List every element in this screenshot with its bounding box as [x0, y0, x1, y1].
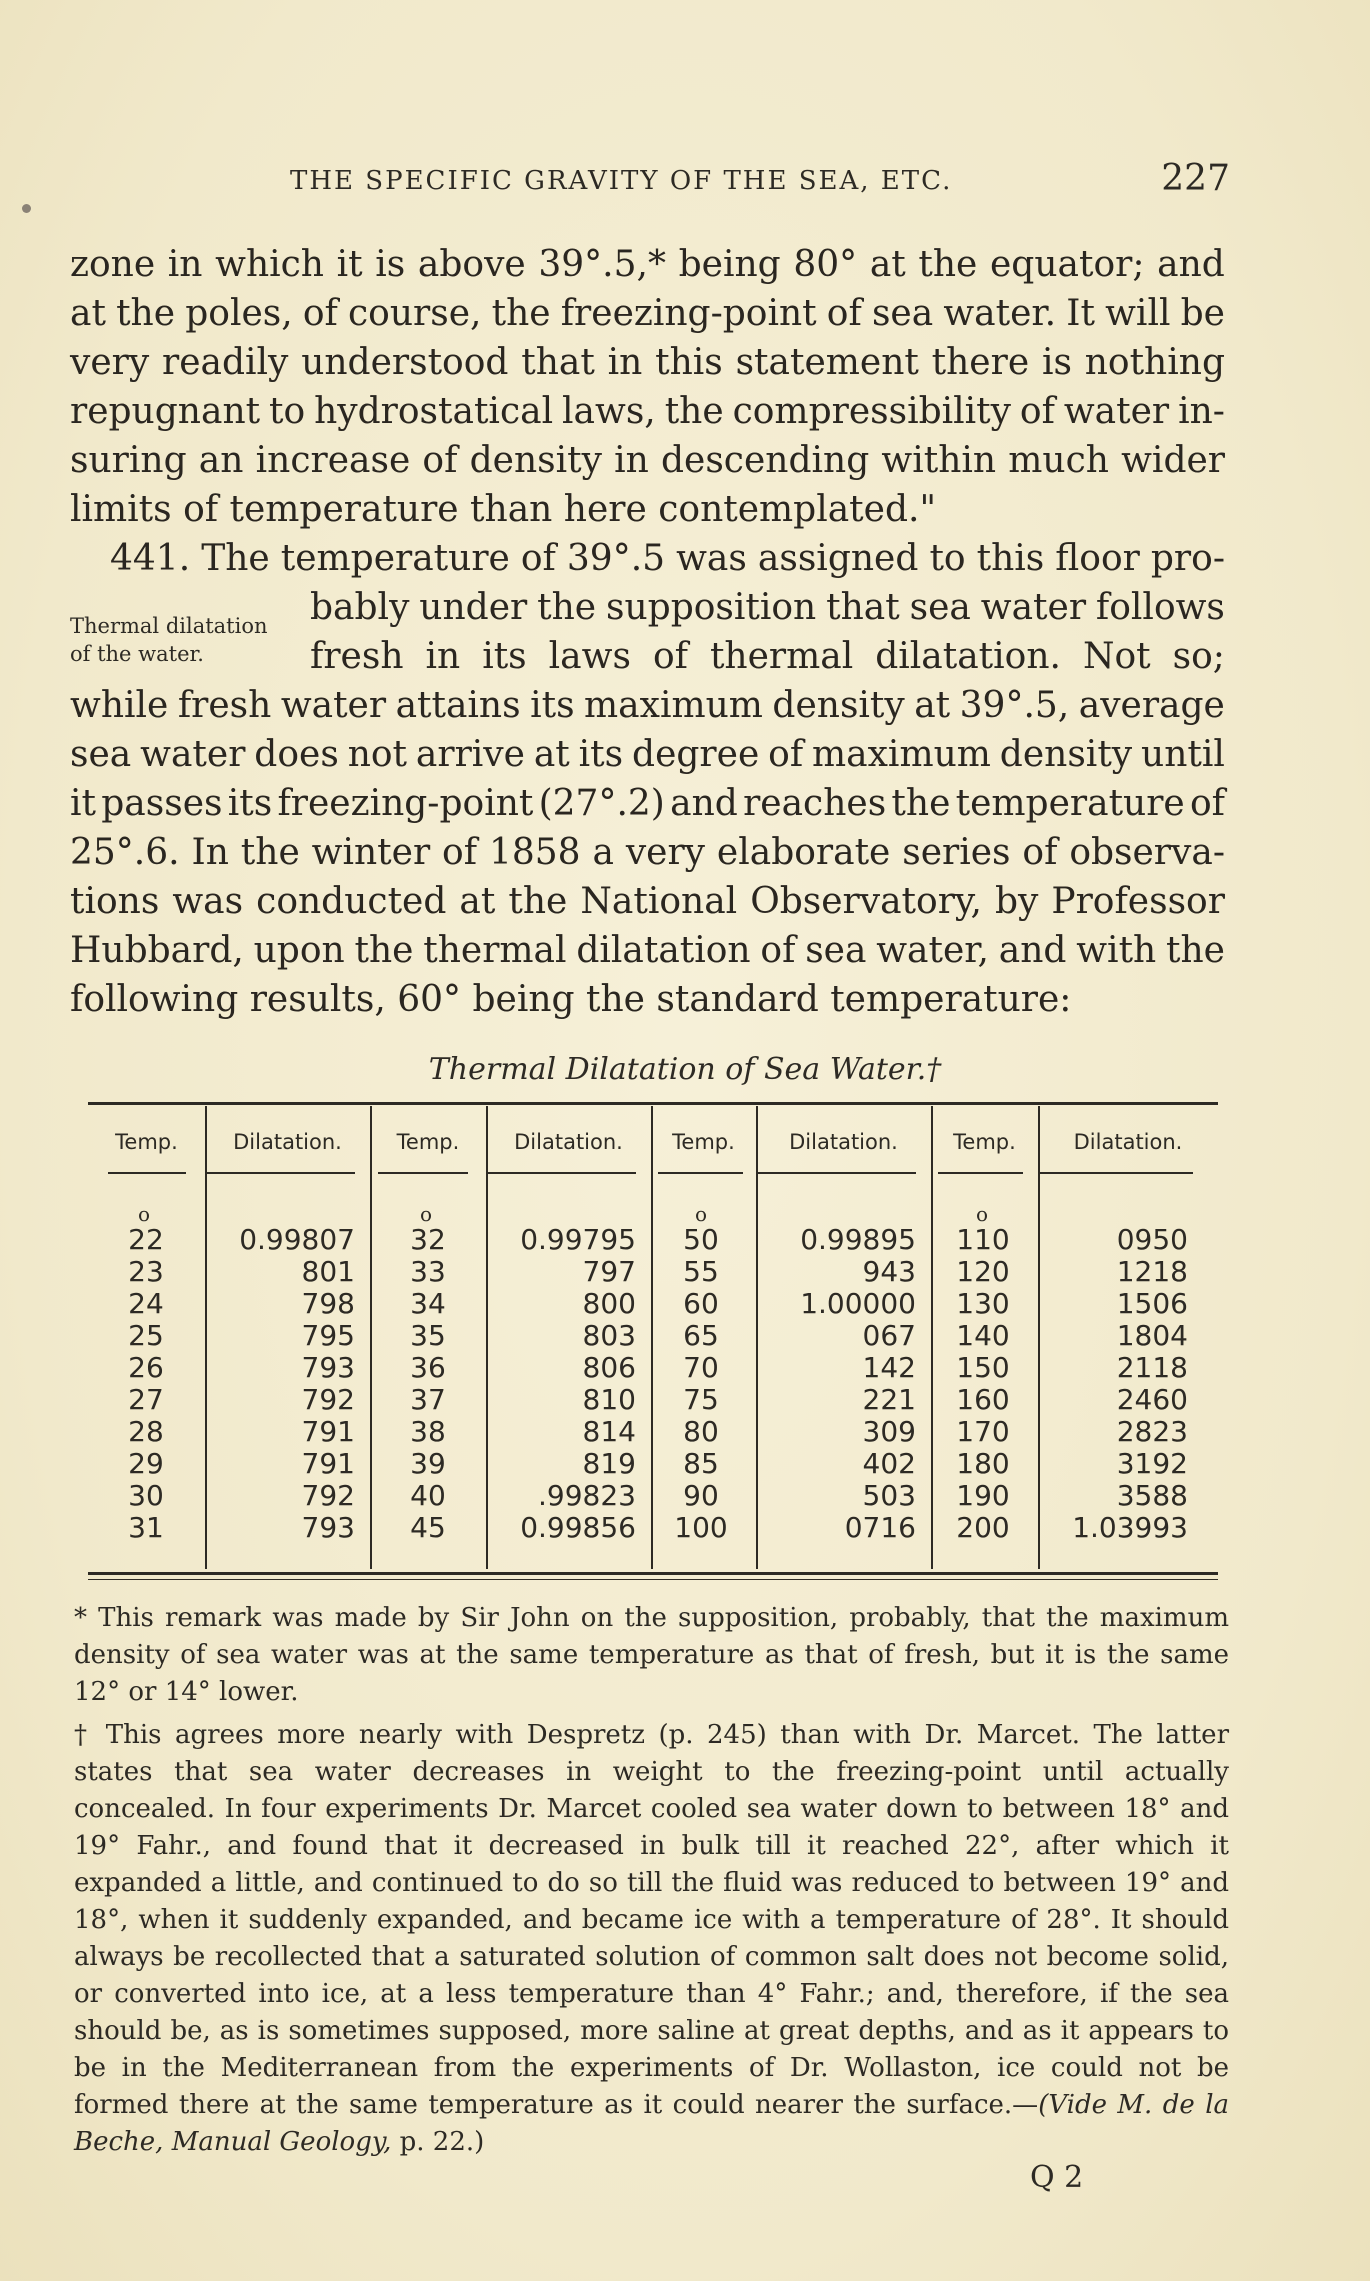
body-word: 39°.5,* — [538, 244, 666, 285]
body-word: Observatory, — [750, 881, 982, 922]
dilatation-cell: 806 — [582, 1351, 636, 1384]
body-word: maximum — [584, 685, 763, 726]
body-line — [70, 926, 1225, 975]
temp-column — [948, 1224, 1018, 1544]
body-word: In — [191, 832, 229, 873]
temp-cell: 120 — [956, 1255, 1010, 1288]
body-word: was — [676, 538, 747, 579]
body-word: of — [760, 930, 796, 971]
body-word: course, — [348, 293, 482, 334]
body-word: and — [670, 783, 738, 824]
body-word: that — [521, 342, 595, 383]
body-word: of — [422, 440, 458, 481]
temp-cell: 70 — [683, 1351, 719, 1384]
temp-cell: 29 — [128, 1447, 164, 1480]
table-caption: Thermal Dilatation of Sea Water.† — [428, 1052, 942, 1087]
body-word: floor — [1055, 538, 1140, 579]
dilatation-cell: 814 — [582, 1415, 636, 1448]
temp-cell: 60 — [683, 1287, 719, 1320]
body-word: of — [1019, 391, 1055, 432]
body-word: water — [1063, 391, 1170, 432]
dilatation-cell: 503 — [862, 1479, 916, 1512]
temp-cell: 45 — [410, 1511, 446, 1544]
dilatation-cell: 0716 — [844, 1511, 916, 1544]
header-rule — [205, 1172, 355, 1174]
temp-cell: 150 — [956, 1351, 1010, 1384]
temp-cell: 28 — [128, 1415, 164, 1448]
body-word: wider — [1121, 440, 1225, 481]
signature-mark: Q 2 — [1030, 2160, 1084, 2195]
temp-cell: 180 — [956, 1447, 1010, 1480]
header-dilatation: Dilatation. — [789, 1130, 898, 1154]
body-line — [70, 338, 1225, 387]
body-word: The — [201, 538, 270, 579]
running-head — [70, 158, 1230, 198]
body-word: poles, — [185, 293, 293, 334]
body-line: following results, 60° being the standard temperature: — [70, 979, 1072, 1020]
dilatation-column — [756, 1224, 916, 1544]
temp-cell: 22 — [128, 1223, 164, 1256]
body-word: of — [652, 636, 688, 677]
body-word: is — [375, 244, 406, 285]
body-word: water — [980, 587, 1087, 628]
header-dilatation: Dilatation. — [233, 1130, 342, 1154]
temp-column — [111, 1224, 181, 1544]
body-word: (27°.2) — [538, 783, 665, 824]
dilatation-cell: 067 — [862, 1319, 916, 1352]
body-word: pro- — [1150, 538, 1225, 579]
body-word: thermal — [423, 930, 567, 971]
body-word: statement — [735, 342, 919, 383]
body-word: in — [607, 342, 643, 383]
body-word: above — [417, 244, 526, 285]
header-rule — [486, 1172, 636, 1174]
body-word: at — [70, 293, 106, 334]
body-word: in — [167, 244, 203, 285]
footnote-citation: (Vide M. de la Beche, Manual Geology, — [74, 2090, 1230, 2157]
body-word: Hubbard, — [70, 930, 244, 971]
body-word: 1858 — [488, 832, 581, 873]
body-word: 39°.5 — [566, 538, 666, 579]
body-word: density — [772, 685, 905, 726]
body-word: this — [655, 342, 723, 383]
body-word: observa- — [1069, 832, 1225, 873]
body-word: conducted — [256, 881, 447, 922]
body-word: the — [240, 832, 300, 873]
body-word: in — [425, 636, 461, 677]
table-bottom-rule — [88, 1572, 1218, 1575]
body-word: within — [881, 440, 997, 481]
body-line — [70, 534, 1225, 583]
header-temp: Temp. — [672, 1130, 735, 1154]
temp-cell: 32 — [410, 1223, 446, 1256]
body-word: dilatation — [576, 930, 751, 971]
dilatation-cell: 795 — [301, 1319, 355, 1352]
stain-dot — [22, 204, 31, 213]
body-word: supposition — [605, 587, 817, 628]
body-word: which — [215, 244, 324, 285]
body-word: the — [491, 293, 551, 334]
body-word: not — [347, 734, 408, 775]
header-dilatation: Dilatation. — [514, 1130, 623, 1154]
body-word: elaborate — [716, 832, 891, 873]
footnote-2: † This agrees more nearly with Despretz (p. 245) than with Dr. Marcet. The latter states that sea water decreases in weight to the freezing-point until actually concealed. In four experiments Dr. Marcet cooled sea water down to between 18° and 19° Fahr., and found that it decreased in bulk till it reached 22°, after which it expanded a little, and continued to do so till the fluid was reduced to between 19° and 18°, when it suddenly expanded, and became ice with a temperature of 28°. It should always be recollected that a saturated solution of common salt does not become solid, or converted into ice, at a less temperature than 4° Fahr.; and, therefore, if the sea should be, as is sometimes supposed, more saline at great depths, and as it appears to be in the Mediterranean from the experiments of Dr. Wollaston, ice could not be formed there at the same temperature as it could nearer the surface.—(Vide M. de la Beche, Manual Geology, p. 22.) — [74, 1720, 1230, 2157]
dilatation-cell: 2460 — [1116, 1383, 1188, 1416]
body-word: in — [614, 440, 649, 481]
body-word: 441. — [110, 538, 191, 579]
body-word: temperature — [955, 783, 1185, 824]
body-word: Not — [1082, 636, 1151, 677]
column-divider — [370, 1106, 372, 1569]
body-word: does — [254, 734, 339, 775]
table-bottom-rule-thin — [88, 1579, 1218, 1580]
body-word: of — [826, 293, 862, 334]
temp-cell: 30 — [128, 1479, 164, 1512]
column-divider — [651, 1106, 653, 1569]
temp-cell: 36 — [410, 1351, 446, 1384]
dilatation-cell: 798 — [301, 1287, 355, 1320]
dilatation-cell: 309 — [862, 1415, 916, 1448]
temp-cell: 33 — [410, 1255, 446, 1288]
body-word: follows — [1095, 587, 1225, 628]
header-temp: Temp. — [115, 1130, 178, 1154]
body-word: freezing-point — [560, 293, 817, 334]
body-word: so; — [1172, 636, 1225, 677]
body-word: Professor — [1051, 881, 1225, 922]
body-word: hydrostatical — [314, 391, 554, 432]
dilatation-cell: 793 — [301, 1351, 355, 1384]
dilatation-cell: 791 — [301, 1447, 355, 1480]
temp-cell: 200 — [956, 1511, 1010, 1544]
temp-cell: 27 — [128, 1383, 164, 1416]
dilatation-cell: 800 — [582, 1287, 636, 1320]
body-word: fresh — [177, 685, 272, 726]
body-word: nothing — [1084, 342, 1225, 383]
body-word: the — [116, 293, 176, 334]
body-word: with — [1076, 930, 1157, 971]
body-word: that — [826, 587, 900, 628]
temp-cell: 31 — [128, 1511, 164, 1544]
temp-cell: 130 — [956, 1287, 1010, 1320]
body-word: degree — [632, 734, 760, 775]
dilatation-cell: 791 — [301, 1415, 355, 1448]
temp-cell: 85 — [683, 1447, 719, 1480]
body-word: the — [918, 244, 978, 285]
margin-note — [70, 612, 268, 668]
header-rule — [938, 1172, 1023, 1174]
body-word: of — [768, 734, 804, 775]
body-word: fresh — [310, 636, 404, 677]
body-word: laws — [548, 636, 631, 677]
body-word: to — [269, 391, 306, 432]
header-rule — [378, 1172, 468, 1174]
body-line — [70, 240, 1225, 289]
header-temp: Temp. — [953, 1130, 1016, 1154]
dilatation-cell: 1804 — [1116, 1319, 1188, 1352]
dilatation-cell: 1.00000 — [800, 1287, 916, 1320]
temp-cell: 80 — [683, 1415, 719, 1448]
body-word: equator; — [990, 244, 1145, 285]
page-number: 227 — [1161, 158, 1230, 199]
body-word: much — [1008, 440, 1109, 481]
body-word: descending — [660, 440, 870, 481]
body-word: tions — [70, 881, 160, 922]
body-word: sea — [909, 587, 971, 628]
temp-column — [666, 1224, 736, 1544]
body-word: will — [1105, 293, 1171, 334]
body-word: density — [469, 440, 602, 481]
degree-mark: o — [420, 1202, 433, 1226]
dilatation-cell: 3588 — [1116, 1479, 1188, 1512]
header-dilatation: Dilatation. — [1073, 1130, 1183, 1154]
body-word: water — [140, 734, 246, 775]
header-rule — [1038, 1172, 1193, 1174]
degree-mark: o — [138, 1202, 151, 1226]
dilatation-column — [205, 1224, 355, 1544]
body-word: at — [459, 881, 496, 922]
header-temp: Temp. — [396, 1130, 460, 1154]
body-word: dilatation. — [875, 636, 1061, 677]
temp-cell: 190 — [956, 1479, 1010, 1512]
body-word: passes — [101, 783, 223, 824]
dilatation-cell: 793 — [301, 1511, 355, 1544]
body-word: zone — [70, 244, 156, 285]
body-word: the — [354, 930, 414, 971]
dilatation-cell: 792 — [301, 1479, 355, 1512]
dilatation-cell: 810 — [582, 1383, 636, 1416]
temp-cell: 50 — [683, 1223, 719, 1256]
body-word: very — [70, 342, 150, 383]
dilatation-cell: 1.03993 — [1072, 1511, 1188, 1544]
body-word: the — [664, 391, 724, 432]
body-word: is — [1041, 342, 1072, 383]
body-word: laws, — [562, 391, 656, 432]
dilatation-cell: 1218 — [1116, 1255, 1188, 1288]
temp-column — [393, 1224, 463, 1544]
body-line — [70, 877, 1225, 926]
body-word: there — [931, 342, 1030, 383]
dilatation-cell: 2823 — [1116, 1415, 1188, 1448]
temp-cell: 23 — [128, 1255, 164, 1288]
dilatation-cell: 0.99895 — [800, 1223, 916, 1256]
body-word: to — [929, 538, 966, 579]
body-line — [70, 730, 1225, 779]
body-word: bably — [310, 587, 410, 628]
dilatation-cell: 3192 — [1116, 1447, 1188, 1480]
dilatation-cell: 0950 — [1116, 1223, 1188, 1256]
dilatation-cell: 0.99856 — [520, 1511, 636, 1544]
temp-cell: 140 — [956, 1319, 1010, 1352]
temp-cell: 90 — [683, 1479, 719, 1512]
temp-cell: 160 — [956, 1383, 1010, 1416]
temp-cell: 24 — [128, 1287, 164, 1320]
column-divider — [931, 1106, 933, 1569]
body-word: 80° — [793, 244, 858, 285]
body-word: until — [1141, 734, 1225, 775]
body-word: and — [1157, 244, 1225, 285]
header-rule — [756, 1172, 916, 1174]
temp-cell: 110 — [956, 1223, 1010, 1256]
body-word: the — [1166, 930, 1225, 971]
dilatation-cell: 2118 — [1116, 1351, 1188, 1384]
body-word: the — [537, 587, 597, 628]
header-rule — [108, 1172, 186, 1174]
body-word: maximum — [812, 734, 991, 775]
body-word: at — [869, 244, 906, 285]
temp-cell: 100 — [674, 1511, 728, 1544]
body-word: 39°.5, — [959, 685, 1070, 726]
temp-cell: 170 — [956, 1415, 1010, 1448]
dilatation-cell: 1506 — [1116, 1287, 1188, 1320]
body-word: under — [419, 587, 528, 628]
temp-cell: 25 — [128, 1319, 164, 1352]
temp-cell: 34 — [410, 1287, 446, 1320]
body-word: freezing-point — [277, 783, 534, 824]
body-word: it — [70, 783, 96, 824]
dilatation-cell: 943 — [862, 1255, 916, 1288]
body-word: very — [625, 832, 706, 873]
header-rule — [658, 1172, 743, 1174]
body-word: an — [198, 440, 244, 481]
temp-cell: 39 — [410, 1447, 446, 1480]
dilatation-column — [486, 1224, 636, 1544]
dilatation-cell: 819 — [582, 1447, 636, 1480]
body-word: assigned — [757, 538, 919, 579]
dilatation-cell: 0.99795 — [520, 1223, 636, 1256]
body-word: repugnant — [70, 391, 261, 432]
body-line — [70, 828, 1225, 877]
dilatation-cell: 797 — [582, 1255, 636, 1288]
body-word: 25°.6. — [70, 832, 180, 873]
dilatation-cell: 803 — [582, 1319, 636, 1352]
degree-mark: o — [695, 1202, 708, 1226]
body-word: its — [578, 734, 624, 775]
body-word: its — [227, 783, 273, 824]
body-word: its — [530, 685, 575, 726]
body-word: compressibility — [732, 391, 1011, 432]
dilatation-cell: 0.99807 — [239, 1223, 355, 1256]
body-word: sea — [871, 293, 934, 334]
body-word: water. — [943, 293, 1057, 334]
body-word: was — [172, 881, 244, 922]
body-word: in- — [1178, 391, 1225, 432]
body-word: understood — [301, 342, 509, 383]
temp-cell: 38 — [410, 1415, 446, 1448]
temp-cell: 75 — [683, 1383, 719, 1416]
body-word: average — [1078, 685, 1225, 726]
temp-cell: 55 — [683, 1255, 719, 1288]
temp-cell: 65 — [683, 1319, 719, 1352]
body-line — [70, 436, 1225, 485]
body-word: arrive — [415, 734, 525, 775]
body-word: thermal — [709, 636, 854, 677]
body-word: by — [994, 881, 1039, 922]
body-word: increase — [255, 440, 411, 481]
body-word: of — [520, 538, 556, 579]
temp-cell: 40 — [410, 1479, 446, 1512]
dilatation-cell: 221 — [862, 1383, 916, 1416]
body-word: of — [1190, 783, 1225, 824]
temp-cell: 37 — [410, 1383, 446, 1416]
body-line — [70, 779, 1225, 828]
margin-note-line: of the water. — [70, 642, 204, 666]
body-word: and — [998, 930, 1067, 971]
body-word: It — [1066, 293, 1095, 334]
body-line — [70, 681, 1225, 730]
body-word: of — [1022, 832, 1058, 873]
temp-cell: 35 — [410, 1319, 446, 1352]
footnotes — [74, 1600, 1229, 2161]
body-word: at — [533, 734, 570, 775]
body-word: a — [592, 832, 614, 873]
body-line: limits of temperature than here contemplated." — [70, 489, 937, 530]
body-word: be — [1180, 293, 1225, 334]
running-head-title: THE SPECIFIC GRAVITY OF THE SEA, ETC. — [290, 166, 953, 196]
body-word: being — [678, 244, 781, 285]
body-word: it — [336, 244, 363, 285]
body-word: the — [508, 881, 568, 922]
degree-mark: o — [976, 1202, 989, 1226]
body-line — [70, 387, 1225, 436]
body-word: sea — [70, 734, 132, 775]
dilatation-table — [88, 1102, 1218, 1582]
body-word: attains — [395, 685, 521, 726]
dilatation-cell: 792 — [301, 1383, 355, 1416]
body-word: density — [999, 734, 1133, 775]
body-word: at — [914, 685, 951, 726]
body-word: sea — [805, 930, 867, 971]
body-line — [70, 289, 1225, 338]
body-word: while — [70, 685, 169, 726]
body-word: winter — [311, 832, 431, 873]
table-top-rule — [88, 1102, 1218, 1105]
body-word: of — [302, 293, 338, 334]
margin-note-line: Thermal dilatation — [70, 614, 268, 638]
body-word: suring — [70, 440, 187, 481]
body-word: temperature — [280, 538, 510, 579]
dilatation-cell: 142 — [862, 1351, 916, 1384]
body-word: series — [902, 832, 1011, 873]
dilatation-column — [1038, 1224, 1188, 1544]
body-word: its — [482, 636, 527, 677]
body-word: the — [891, 783, 951, 824]
body-word: this — [976, 538, 1045, 579]
body-word: of — [442, 832, 478, 873]
dilatation-cell: 402 — [862, 1447, 916, 1480]
body-word: upon — [253, 930, 345, 971]
body-word: water — [280, 685, 387, 726]
dilatation-cell: .99823 — [538, 1479, 636, 1512]
dilatation-cell: 801 — [301, 1255, 355, 1288]
footnote-1: * This remark was made by Sir John on the supposition, probably, that the maximum density of sea water was at the same temperature as that of fresh, but it is the same 12° or 14° lower. — [74, 1603, 1229, 1707]
temp-cell: 26 — [128, 1351, 164, 1384]
body-word: reaches — [743, 783, 887, 824]
body-word: water, — [876, 930, 989, 971]
body-word: National — [580, 881, 738, 922]
body-word: readily — [162, 342, 289, 383]
